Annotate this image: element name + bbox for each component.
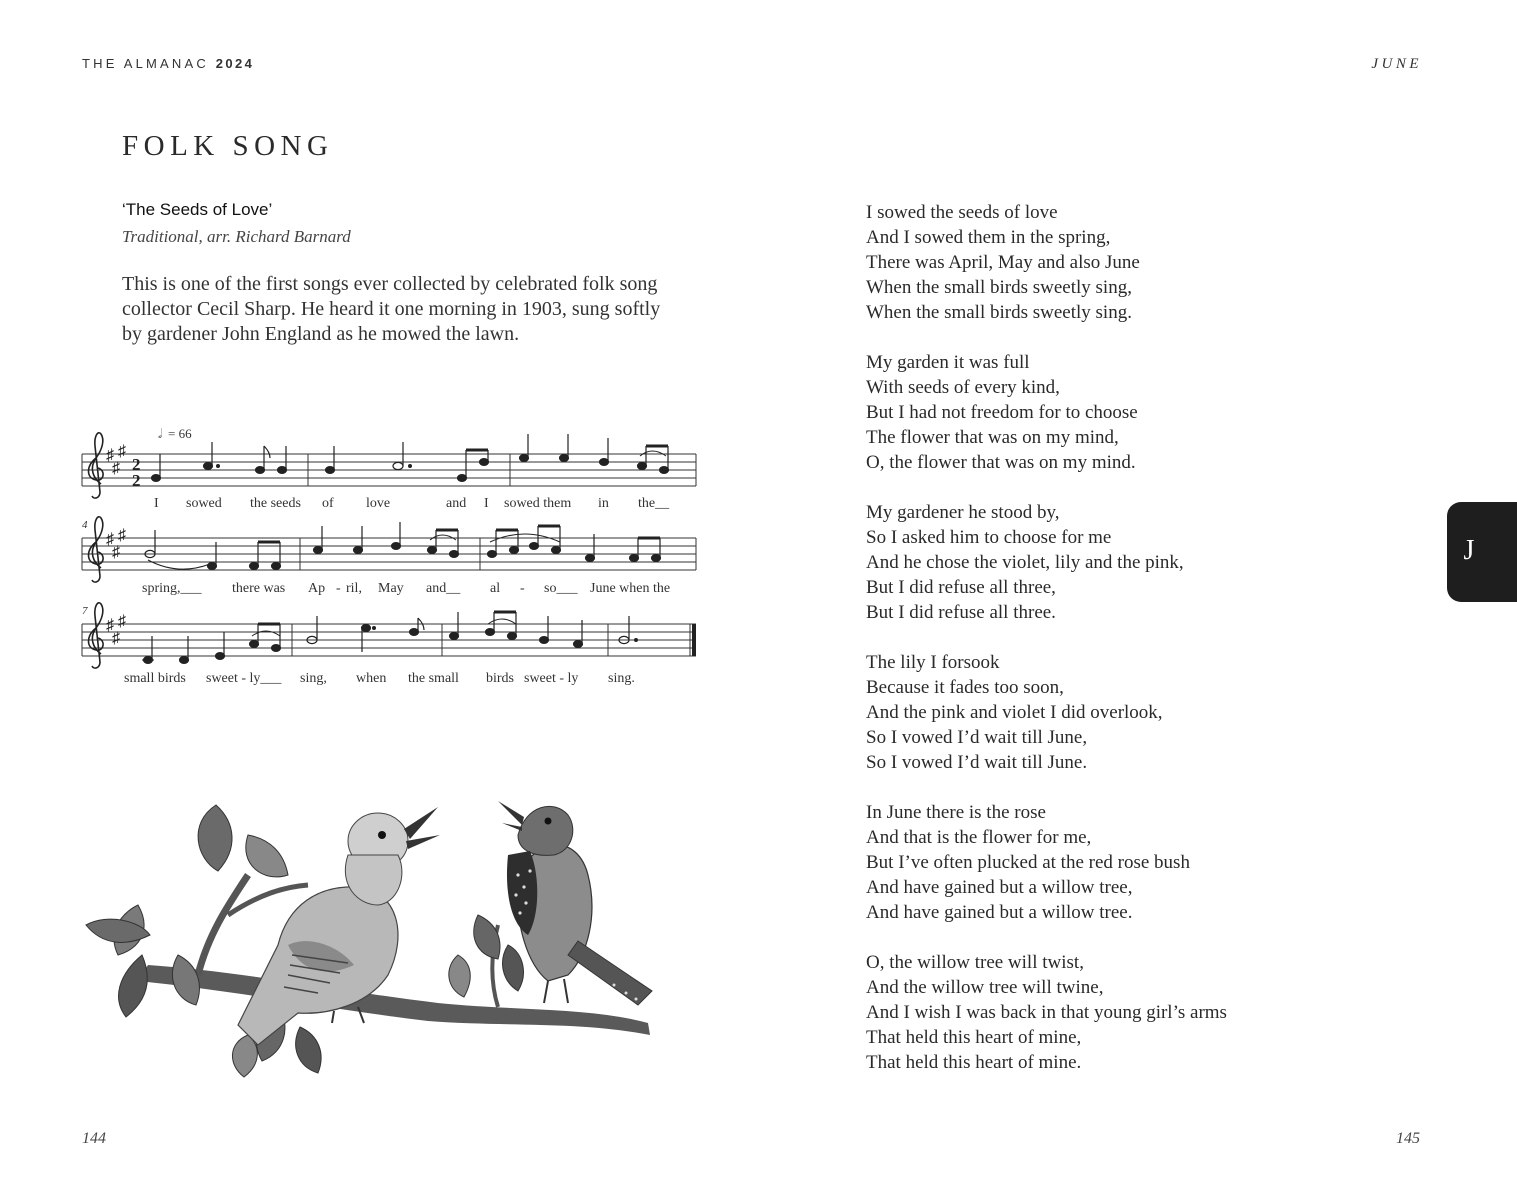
lyric-syllable: there was [232,581,286,596]
lyric-syllable: sweet - ly [524,671,579,686]
lyric-line: And have gained but a willow tree, [866,877,1133,898]
music-score: ♯ ♯ ♯ 𝅗𝅥 = 66 2 2 I sowed the seeds of love and I sowed them in the__ 4 spring,___ there was Ap - ril, May and__ al - so___ June when the 7 small birds sweet - ly___ sing, when the small birds sweet - ly sing. [78,418,703,698]
lyric-syllable: I [484,496,489,511]
lyric-line: So I vowed I’d wait till June, [866,727,1088,748]
lyric-syllable: - [336,581,341,596]
lyric-line: The flower that was on my mind, [866,427,1119,448]
lyric-line: And he chose the violet, lily and the pink, [866,552,1184,573]
lyric-syllable: love [366,496,391,511]
song-intro: This is one of the first songs ever collected by celebrated folk song collector Cecil Sharp. He heard it one morning in 1903, sung softly by gardener John England as he mowed the lawn. [122,273,661,345]
lyric-line-3 [124,671,635,686]
lyric-syllable: the seeds [250,496,301,511]
lyric-syllable: sing. [608,671,635,686]
lyric-line: When the small birds sweetly sing. [866,302,1132,323]
lyric-line: So I asked him to choose for me [866,527,1112,548]
lyric-syllable: so___ [544,581,578,596]
lyric-syllable: and__ [426,581,461,596]
lyric-line: And have gained but a willow tree. [866,902,1133,923]
tempo-marking: = 66 [168,426,192,441]
lyric-line: And the pink and violet I did overlook, [866,702,1163,723]
lyric-line: Because it fades too soon, [866,677,1064,698]
lyric-line: That held this heart of mine. [866,1052,1082,1073]
thumb-index-letter: J [1463,535,1475,566]
lyric-line: But I had not freedom for to choose [866,402,1138,423]
lyric-syllable: spring,___ [142,581,202,596]
score-system-2 [82,517,696,596]
lyric-line: But I did refuse all three. [866,602,1056,623]
stanza [866,950,1366,1075]
lyric-line: O, the flower that was on my mind. [866,452,1136,473]
book-year: 2024 [215,56,255,71]
lyric-syllable: May [378,581,404,596]
lyric-syllable: sowed them [504,496,572,511]
lyric-line: My garden it was full [866,352,1030,373]
lyric-syllable: small birds [124,671,186,686]
lyric-syllable: ril, [346,581,362,596]
lyric-line-2 [142,581,670,596]
stanza [866,500,1366,625]
lyric-syllable: al [490,581,501,596]
lyric-line: I sowed the seeds of love [866,202,1058,223]
song-title: ‘The Seeds of Love’ [122,200,273,219]
measure-number: 4 [82,519,88,531]
svg-text:𝅗𝅥: 𝅗𝅥 [158,426,163,441]
lyric-syllable: I [154,496,159,511]
lyric-line: And I wish I was back in that young girl’s arms [866,1002,1227,1023]
lyric-line: But I’ve often plucked at the red rose bush [866,852,1190,873]
lyric-line-1 [154,496,670,511]
lyric-line: When the small birds sweetly sing, [866,277,1132,298]
lyric-line: With seeds of every kind, [866,377,1060,398]
lyrics-column [866,200,1366,1100]
book-title: THE ALMANAC [82,56,209,71]
time-signature-bottom: 2 [132,471,141,490]
lyric-syllable: when [356,671,387,686]
measure-number: 7 [82,605,88,617]
lyric-line: There was April, May and also June [866,252,1140,273]
lyric-syllable: sweet - ly___ [206,671,282,686]
stanza [866,200,1366,325]
lyric-syllable: sing, [300,671,327,686]
section-title: FOLK SONG [122,130,334,162]
lyric-syllable: the small [408,671,459,686]
lyric-syllable: - [520,581,525,596]
lyric-line: That held this heart of mine, [866,1027,1082,1048]
thumb-index-tab [1447,502,1517,602]
lyric-syllable: birds [486,671,514,686]
lyric-line: And the willow tree will twine, [866,977,1104,998]
page-number-right: 145 [1396,1130,1420,1147]
two-birds-on-branch-illustration [78,795,698,1080]
time-signature-top: 2 [132,455,141,474]
song-credit: Traditional, arr. Richard Barnard [122,227,351,246]
lyric-syllable: the__ [638,496,670,511]
lyric-syllable: June when the [590,581,671,596]
stanza [866,800,1366,925]
lyric-line: The lily I forsook [866,652,1000,673]
lyric-syllable: and [446,496,467,511]
score-system-3 [82,603,696,686]
lyric-syllable: of [322,496,334,511]
score-system-1 [82,433,696,511]
lyric-syllable: in [598,496,609,511]
running-head-left [82,56,254,71]
stanza [866,350,1366,475]
page-number-left: 144 [82,1130,106,1147]
lyric-syllable: Ap [308,581,326,596]
lyric-line: In June there is the rose [866,802,1046,823]
lyric-line: So I vowed I’d wait till June. [866,752,1088,773]
lyric-line: And I sowed them in the spring, [866,227,1111,248]
lyric-line: And that is the flower for me, [866,827,1092,848]
lyric-line: But I did refuse all three, [866,577,1056,598]
lyric-syllable: sowed [186,496,222,511]
lyric-line: O, the willow tree will twist, [866,952,1084,973]
lyric-line: My gardener he stood by, [866,502,1060,523]
stanza [866,650,1366,775]
running-head-right: JUNE [1371,56,1422,72]
